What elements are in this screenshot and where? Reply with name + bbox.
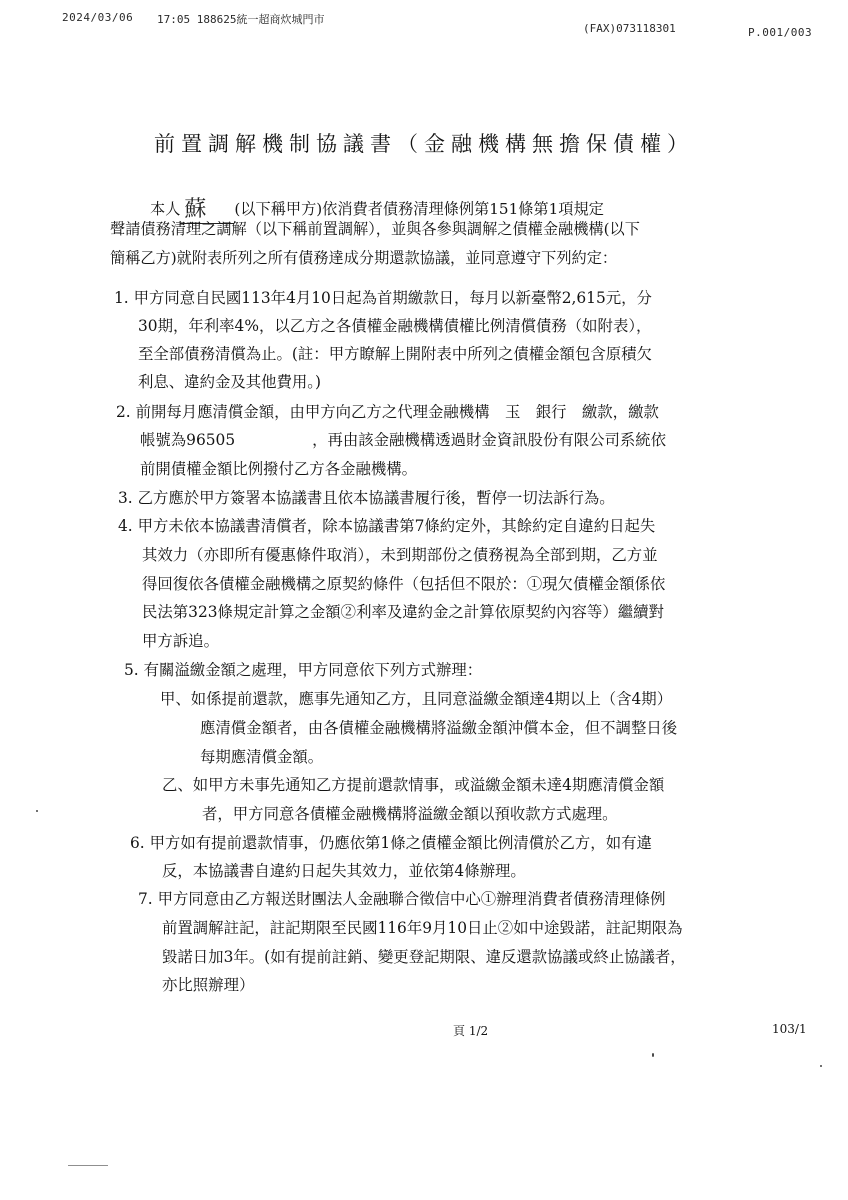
clause-4-line-3: 得回復依各債權金融機構之原契約條件（包括但不限於：①現欠債權金額係依 (142, 575, 666, 593)
clause-7-line-2: 前置調解註記，註記期限至民國116年9月10日止②如中途毀諾，註記期限為 (162, 919, 683, 937)
clause-1-line-3: 至全部債務清償為止。(註：甲方瞭解上開附表中所列之債權金額包含原積欠 (138, 345, 652, 363)
scan-speck (68, 1165, 108, 1166)
intro-line-1-text: (以下稱甲方)依消費者債務清理條例第151條第1項規定 (234, 200, 604, 218)
clause-1-line-1: 1. 甲方同意自民國113年4月10日起為首期繳款日，每月以新臺幣2,615元，分 (114, 289, 652, 307)
intro-line-3: 簡稱乙方)就附表所列之所有債務達成分期還款協議，並同意遵守下列約定： (110, 249, 618, 267)
scan-speck (652, 1053, 654, 1057)
clause-2-line-1: 2. 前開每月應清償金額，由甲方向乙方之代理金融機構 玉 銀行 繳款，繳款 (116, 403, 659, 421)
scan-speck (820, 1065, 822, 1067)
intro-line-2: 聲請債務清理之調解（以下稱前置調解），並與各參與調解之債權金融機構(以下 (110, 220, 640, 238)
clause-4-line-2: 其效力（亦即所有優惠條件取消），未到期部份之債務視為全部到期，乙方並 (142, 546, 658, 564)
clause-7-line-4: 亦比照辦理） (162, 976, 255, 994)
clause-6-line-2: 反，本協議書自違約日起失其效力，並依第4條辦理。 (162, 862, 526, 880)
clause-4-line-1: 4. 甲方未依本協議書清償者，除本協議書第7條約定外，其餘約定自違約日起失 (118, 517, 656, 535)
fax-time-sender: 17:05 188625統一超商炊城門市 (157, 13, 325, 26)
clause-5b-line-1: 乙、如甲方未事先通知乙方提前還款情事，或溢繳金額未達4期應清償金額 (162, 776, 665, 794)
clause-5a-line-2: 應清償金額者，由各債權金融機構將溢繳金額沖償本金，但不調整日後 (200, 719, 678, 737)
intro-prefix: 本人 (150, 200, 181, 218)
clause-7-line-1: 7. 甲方同意由乙方報送財團法人金融聯合徵信中心①辦理消費者債務清理條例 (138, 890, 666, 908)
fax-number: (FAX)073118301 (583, 22, 676, 35)
fax-date: 2024/03/06 (62, 11, 134, 24)
fax-header (0, 8, 848, 38)
clause-6-line-1: 6. 甲方如有提前還款情事，仍應依第1條之債權金額比例清償於乙方，如有違 (130, 834, 652, 852)
clause-5a-line-1: 甲、如係提前還款，應事先通知乙方，且同意溢繳金額達4期以上（含4期） (160, 690, 673, 708)
clause-5: 5. 有關溢繳金額之處理，甲方同意依下列方式辦理： (124, 661, 483, 679)
clause-4-line-5: 甲方訴追。 (142, 632, 219, 650)
clause-5b-line-2: 者，甲方同意各債權金融機構將溢繳金額以預收款方式處理。 (202, 805, 618, 823)
document-title: 前置調解機制協議書（金融機構無擔保債權） (154, 132, 694, 156)
form-code: 103/1 (772, 1022, 807, 1036)
clause-3: 3. 乙方應於甲方簽署本協議書且依本協議書履行後，暫停一切法訴行為。 (118, 489, 615, 507)
fax-page-count: P.001/003 (748, 26, 813, 39)
clause-2-line-3: 前開債權金額比例撥付乙方各金融機構。 (140, 460, 418, 478)
page-number: 頁 1/2 (453, 1024, 489, 1038)
clause-4-line-4: 民法第323條規定計算之金額②利率及違約金之計算依原契約內容等）繼續對 (142, 603, 664, 621)
scan-speck (36, 810, 38, 812)
clause-7-line-3: 毀諾日加3年。(如有提前註銷、變更登記期限、違反還款協議或終止協議者， (162, 948, 686, 966)
clause-2-line-2: 帳號為96505 ，再由該金融機構透過財金資訊股份有限公司系統依 (140, 431, 667, 449)
clause-5a-line-3: 每期應清償金額。 (200, 748, 324, 766)
clause-1-line-4: 利息、違約金及其他費用。) (138, 373, 321, 391)
handwritten-signature: 蘇 (180, 192, 234, 224)
clause-1-line-2: 30期，年利率4%，以乙方之各債權金融機構債權比例清償債務（如附表）， (138, 317, 652, 335)
